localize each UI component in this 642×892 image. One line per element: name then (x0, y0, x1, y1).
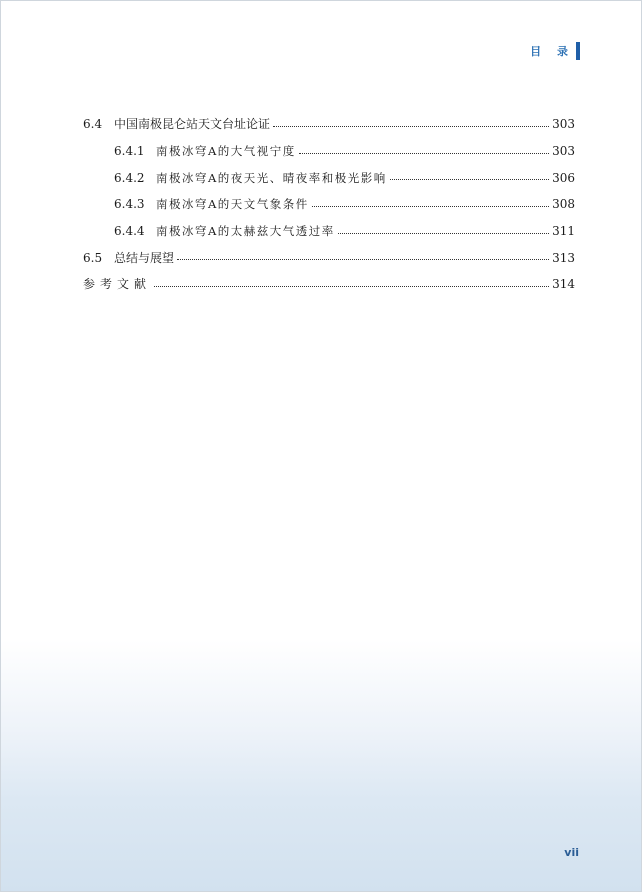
toc-entry-6-4[interactable] (83, 111, 575, 138)
toc-entry-6-4-4[interactable] (83, 218, 575, 245)
toc-entry-page: 303 (552, 144, 575, 159)
toc-entry-6-5[interactable] (83, 244, 575, 271)
header-title: 目 录 (530, 45, 574, 58)
toc-entry-page: 311 (552, 224, 575, 239)
toc-entry-title: 南极冰穹A的大气视宁度 (156, 144, 296, 159)
toc-entry-page: 313 (552, 250, 575, 265)
toc-entry-references[interactable] (83, 271, 575, 298)
toc-entry-title: 中国南极昆仑站天文台址论证 (114, 117, 271, 132)
toc-entry-number: 6.4.2 (114, 170, 145, 185)
table-of-contents (83, 111, 575, 298)
dot-leader (338, 233, 549, 234)
toc-entry-title: 南极冰穹A的太赫兹大气透过率 (156, 224, 335, 239)
toc-entry-title: 总结与展望 (114, 250, 175, 265)
toc-entry-6-4-1[interactable] (83, 138, 575, 165)
toc-entry-page: 308 (552, 197, 575, 212)
dot-leader (273, 126, 549, 127)
toc-entry-title: 参考文献 (83, 277, 152, 292)
dot-leader (177, 259, 549, 260)
dot-leader (312, 206, 549, 207)
toc-entry-page: 303 (552, 117, 575, 132)
dot-leader (154, 286, 549, 287)
toc-entry-number: 6.4.4 (114, 224, 145, 239)
page-number: vii (564, 846, 579, 859)
toc-entry-number: 6.5 (83, 250, 103, 265)
toc-entry-number: 6.4.1 (114, 144, 145, 159)
toc-entry-number: 6.4.3 (114, 197, 145, 212)
toc-entry-title: 南极冰穹A的夜天光、晴夜率和极光影响 (156, 170, 387, 185)
toc-entry-number: 6.4 (83, 117, 103, 132)
dot-leader (299, 153, 549, 154)
running-header (530, 42, 580, 60)
header-accent-bar (576, 42, 580, 60)
toc-entry-6-4-3[interactable] (83, 191, 575, 218)
toc-entry-page: 314 (552, 277, 575, 292)
dot-leader (390, 179, 549, 180)
toc-entry-page: 306 (552, 170, 575, 185)
toc-entry-6-4-2[interactable] (83, 164, 575, 191)
toc-entry-title: 南极冰穹A的天文气象条件 (156, 197, 309, 212)
